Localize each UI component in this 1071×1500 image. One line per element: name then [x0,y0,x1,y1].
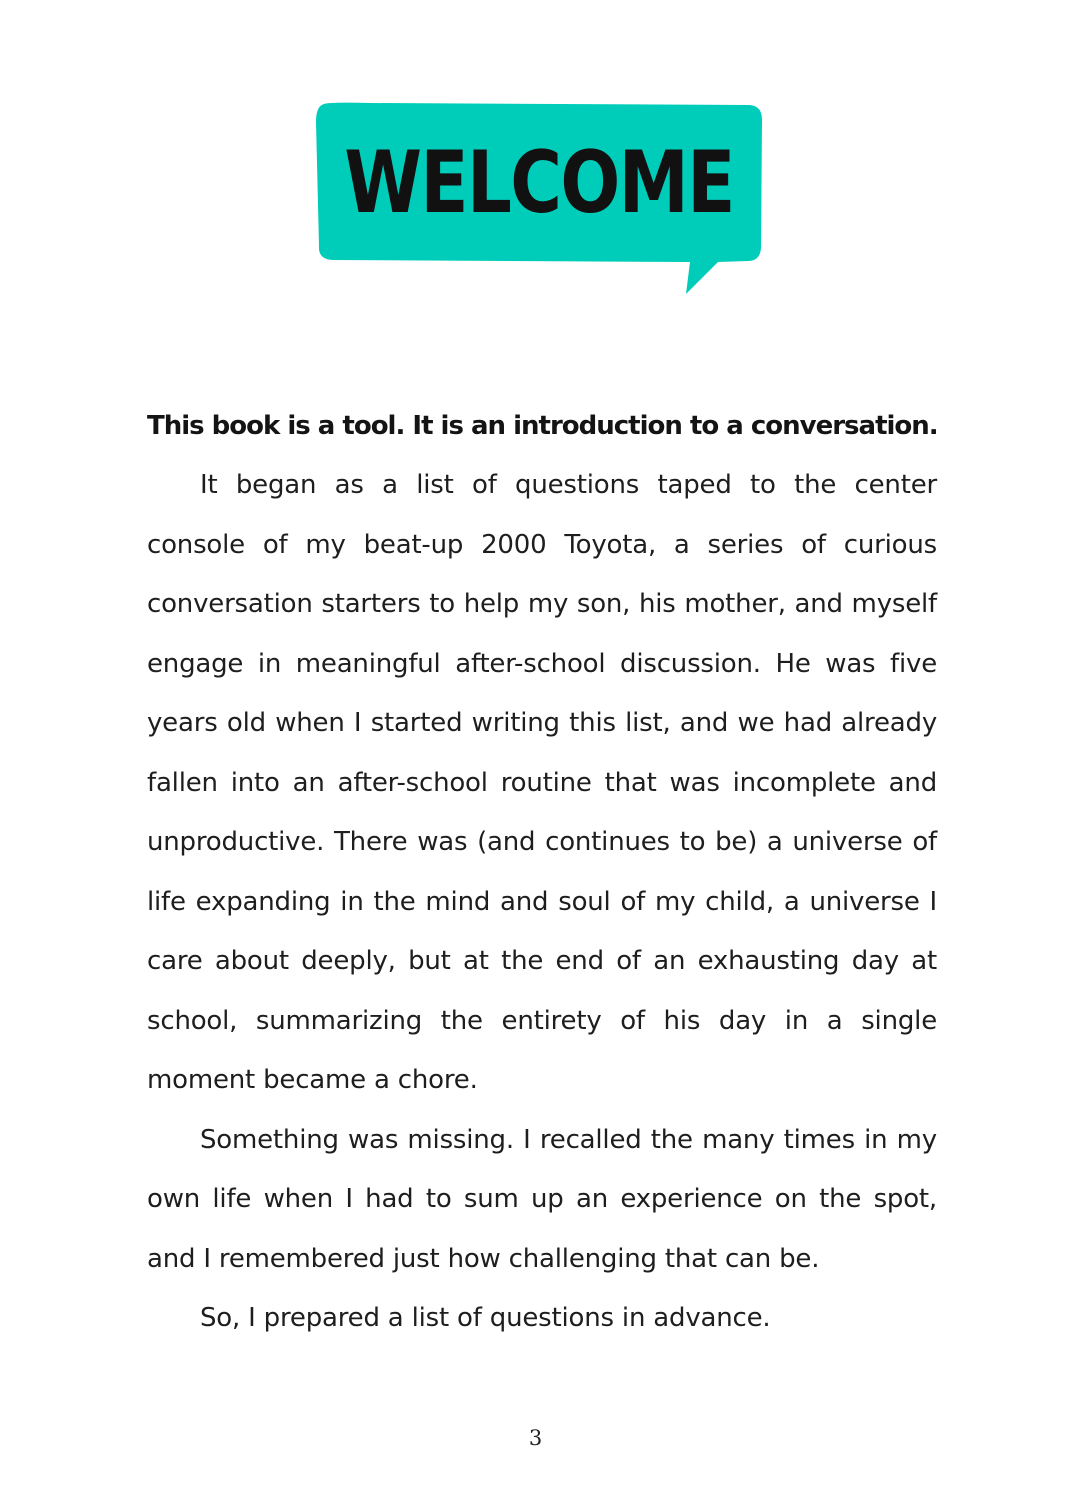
paragraph-3: So, I prepared a list of questions in advance. [200,1303,771,1333]
paragraph-2: Something was missing. I recalled the many times in my own life when I had to sum up an experience on the spot, and I remembered just how challenging that can be. [147,1124,937,1274]
page-title: WELCOME [344,133,734,233]
paragraph-1: It began as a list of questions taped to the center console of my beat-up 2000 Toyota, a series of curious conversation starters to help my son, his mother, and myself engage in meaningful after-school discussion. He was five years old when I started writing this list, and we had already fallen into an after-school routine that was incomplete and unproductive. There was (and continues to be) a universe of life expanding in the mind and soul of my child, a universe I care about deeply, but at the end of an exhausting day at school, summarizing the entirety of his day in a single moment became a chore. [147,470,937,1095]
lead-sentence: This book is a tool. It is an introduction to a conversation. [147,411,938,441]
body-text [147,396,937,1349]
page-number: 3 [528,1426,543,1450]
